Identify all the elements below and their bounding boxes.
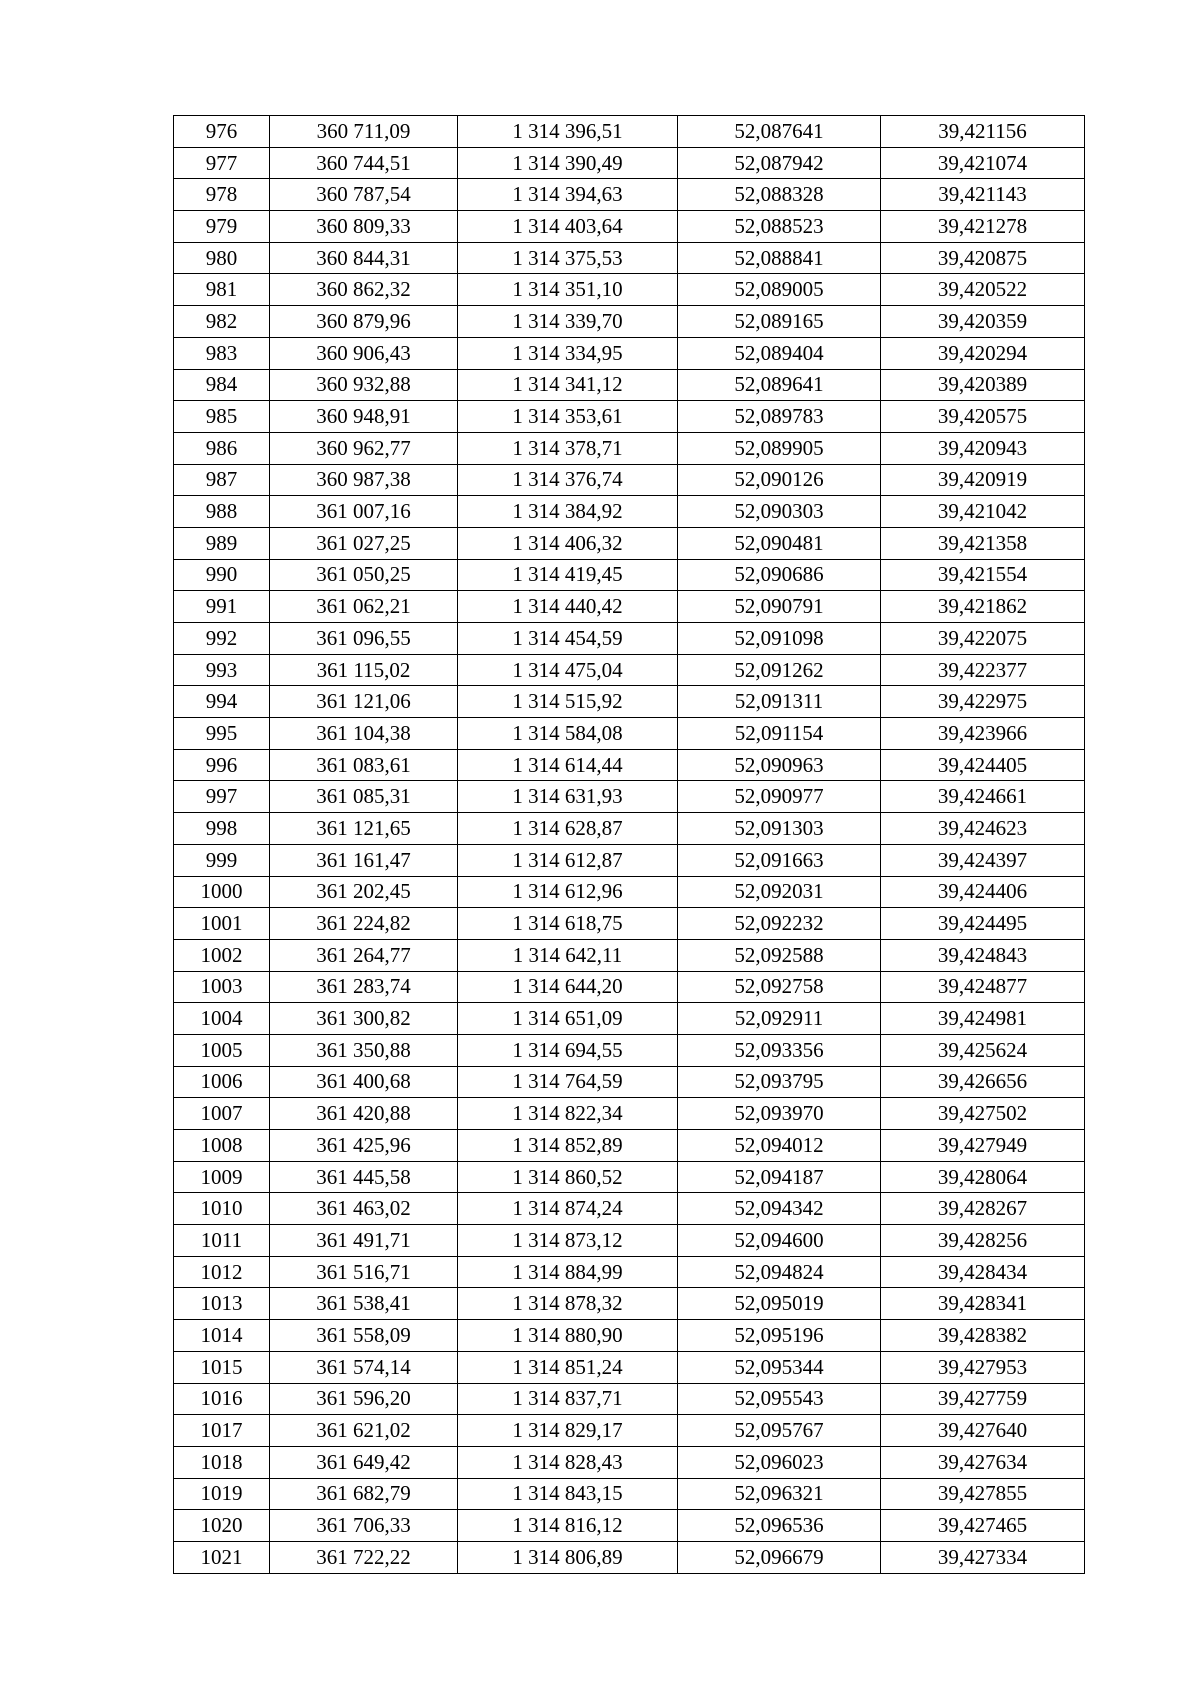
- latitude-cell: 52,090303: [678, 496, 881, 528]
- point-number-cell: 1006: [174, 1066, 270, 1098]
- latitude-cell: 52,091262: [678, 654, 881, 686]
- table-row: [174, 686, 1085, 718]
- point-number-cell: 1019: [174, 1478, 270, 1510]
- x-coordinate-cell: 361 445,58: [270, 1161, 458, 1193]
- x-coordinate-cell: 361 121,06: [270, 686, 458, 718]
- table-row: [174, 369, 1085, 401]
- longitude-cell: 39,421862: [881, 591, 1085, 623]
- y-coordinate-cell: 1 314 764,59: [458, 1066, 678, 1098]
- table-row: [174, 1320, 1085, 1352]
- table-row: [174, 749, 1085, 781]
- point-number-cell: 984: [174, 369, 270, 401]
- table-row: [174, 306, 1085, 338]
- point-number-cell: 981: [174, 274, 270, 306]
- x-coordinate-cell: 361 050,25: [270, 559, 458, 591]
- latitude-cell: 52,093970: [678, 1098, 881, 1130]
- x-coordinate-cell: 360 787,54: [270, 179, 458, 211]
- y-coordinate-cell: 1 314 618,75: [458, 908, 678, 940]
- point-number-cell: 1020: [174, 1510, 270, 1542]
- y-coordinate-cell: 1 314 406,32: [458, 527, 678, 559]
- longitude-cell: 39,427855: [881, 1478, 1085, 1510]
- point-number-cell: 990: [174, 559, 270, 591]
- point-number-cell: 1001: [174, 908, 270, 940]
- table-row: [174, 718, 1085, 750]
- table-row: [174, 464, 1085, 496]
- point-number-cell: 994: [174, 686, 270, 718]
- y-coordinate-cell: 1 314 829,17: [458, 1415, 678, 1447]
- y-coordinate-cell: 1 314 612,87: [458, 844, 678, 876]
- table-row: [174, 781, 1085, 813]
- x-coordinate-cell: 361 085,31: [270, 781, 458, 813]
- x-coordinate-cell: 361 649,42: [270, 1446, 458, 1478]
- point-number-cell: 985: [174, 401, 270, 433]
- latitude-cell: 52,093795: [678, 1066, 881, 1098]
- longitude-cell: 39,421143: [881, 179, 1085, 211]
- x-coordinate-cell: 360 879,96: [270, 306, 458, 338]
- table-row: [174, 147, 1085, 179]
- latitude-cell: 52,091303: [678, 813, 881, 845]
- latitude-cell: 52,094342: [678, 1193, 881, 1225]
- longitude-cell: 39,420875: [881, 242, 1085, 274]
- point-number-cell: 995: [174, 718, 270, 750]
- x-coordinate-cell: 361 706,33: [270, 1510, 458, 1542]
- table-row: [174, 179, 1085, 211]
- longitude-cell: 39,428341: [881, 1288, 1085, 1320]
- y-coordinate-cell: 1 314 880,90: [458, 1320, 678, 1352]
- latitude-cell: 52,096679: [678, 1541, 881, 1573]
- y-coordinate-cell: 1 314 440,42: [458, 591, 678, 623]
- table-row: [174, 527, 1085, 559]
- table-row: [174, 1003, 1085, 1035]
- table-row: [174, 1510, 1085, 1542]
- longitude-cell: 39,421554: [881, 559, 1085, 591]
- latitude-cell: 52,090977: [678, 781, 881, 813]
- table-row: [174, 1034, 1085, 1066]
- point-number-cell: 983: [174, 337, 270, 369]
- table-row: [174, 1541, 1085, 1573]
- latitude-cell: 52,089641: [678, 369, 881, 401]
- latitude-cell: 52,088841: [678, 242, 881, 274]
- x-coordinate-cell: 360 948,91: [270, 401, 458, 433]
- latitude-cell: 52,092911: [678, 1003, 881, 1035]
- latitude-cell: 52,092232: [678, 908, 881, 940]
- longitude-cell: 39,427502: [881, 1098, 1085, 1130]
- table-row: [174, 1225, 1085, 1257]
- point-number-cell: 977: [174, 147, 270, 179]
- longitude-cell: 39,422377: [881, 654, 1085, 686]
- y-coordinate-cell: 1 314 884,99: [458, 1256, 678, 1288]
- longitude-cell: 39,421358: [881, 527, 1085, 559]
- x-coordinate-cell: 360 862,32: [270, 274, 458, 306]
- point-number-cell: 1005: [174, 1034, 270, 1066]
- x-coordinate-cell: 361 264,77: [270, 939, 458, 971]
- latitude-cell: 52,090126: [678, 464, 881, 496]
- latitude-cell: 52,094824: [678, 1256, 881, 1288]
- longitude-cell: 39,420919: [881, 464, 1085, 496]
- x-coordinate-cell: 361 115,02: [270, 654, 458, 686]
- table-row: [174, 654, 1085, 686]
- longitude-cell: 39,424406: [881, 876, 1085, 908]
- y-coordinate-cell: 1 314 828,43: [458, 1446, 678, 1478]
- latitude-cell: 52,093356: [678, 1034, 881, 1066]
- latitude-cell: 52,092031: [678, 876, 881, 908]
- point-number-cell: 979: [174, 211, 270, 243]
- x-coordinate-cell: 361 558,09: [270, 1320, 458, 1352]
- longitude-cell: 39,427953: [881, 1351, 1085, 1383]
- latitude-cell: 52,088523: [678, 211, 881, 243]
- y-coordinate-cell: 1 314 852,89: [458, 1130, 678, 1162]
- y-coordinate-cell: 1 314 816,12: [458, 1510, 678, 1542]
- table-row: [174, 971, 1085, 1003]
- y-coordinate-cell: 1 314 384,92: [458, 496, 678, 528]
- y-coordinate-cell: 1 314 873,12: [458, 1225, 678, 1257]
- point-number-cell: 1002: [174, 939, 270, 971]
- longitude-cell: 39,424623: [881, 813, 1085, 845]
- table-row: [174, 876, 1085, 908]
- table-row: [174, 591, 1085, 623]
- latitude-cell: 52,091098: [678, 623, 881, 655]
- point-number-cell: 997: [174, 781, 270, 813]
- x-coordinate-cell: 361 283,74: [270, 971, 458, 1003]
- table-row: [174, 242, 1085, 274]
- x-coordinate-cell: 361 027,25: [270, 527, 458, 559]
- table-row: [174, 1256, 1085, 1288]
- longitude-cell: 39,427634: [881, 1446, 1085, 1478]
- longitude-cell: 39,422075: [881, 623, 1085, 655]
- y-coordinate-cell: 1 314 612,96: [458, 876, 678, 908]
- table-row: [174, 432, 1085, 464]
- y-coordinate-cell: 1 314 454,59: [458, 623, 678, 655]
- y-coordinate-cell: 1 314 642,11: [458, 939, 678, 971]
- longitude-cell: 39,428434: [881, 1256, 1085, 1288]
- point-number-cell: 1000: [174, 876, 270, 908]
- x-coordinate-cell: 361 300,82: [270, 1003, 458, 1035]
- table-row: [174, 1288, 1085, 1320]
- latitude-cell: 52,090686: [678, 559, 881, 591]
- latitude-cell: 52,091311: [678, 686, 881, 718]
- y-coordinate-cell: 1 314 837,71: [458, 1383, 678, 1415]
- latitude-cell: 52,095196: [678, 1320, 881, 1352]
- latitude-cell: 52,091154: [678, 718, 881, 750]
- x-coordinate-cell: 360 711,09: [270, 116, 458, 148]
- x-coordinate-cell: 361 104,38: [270, 718, 458, 750]
- point-number-cell: 1004: [174, 1003, 270, 1035]
- y-coordinate-cell: 1 314 644,20: [458, 971, 678, 1003]
- table-row: [174, 1066, 1085, 1098]
- point-number-cell: 1014: [174, 1320, 270, 1352]
- latitude-cell: 52,095344: [678, 1351, 881, 1383]
- point-number-cell: 1021: [174, 1541, 270, 1573]
- point-number-cell: 993: [174, 654, 270, 686]
- longitude-cell: 39,426656: [881, 1066, 1085, 1098]
- y-coordinate-cell: 1 314 396,51: [458, 116, 678, 148]
- table-row: [174, 559, 1085, 591]
- y-coordinate-cell: 1 314 394,63: [458, 179, 678, 211]
- longitude-cell: 39,424661: [881, 781, 1085, 813]
- y-coordinate-cell: 1 314 515,92: [458, 686, 678, 718]
- longitude-cell: 39,421156: [881, 116, 1085, 148]
- longitude-cell: 39,421278: [881, 211, 1085, 243]
- x-coordinate-cell: 361 096,55: [270, 623, 458, 655]
- table-row: [174, 337, 1085, 369]
- latitude-cell: 52,090481: [678, 527, 881, 559]
- coordinates-table-body: [174, 116, 1085, 1574]
- x-coordinate-cell: 361 350,88: [270, 1034, 458, 1066]
- y-coordinate-cell: 1 314 334,95: [458, 337, 678, 369]
- table-row: [174, 211, 1085, 243]
- table-row: [174, 1098, 1085, 1130]
- table-row: [174, 908, 1085, 940]
- point-number-cell: 1018: [174, 1446, 270, 1478]
- longitude-cell: 39,427759: [881, 1383, 1085, 1415]
- point-number-cell: 1008: [174, 1130, 270, 1162]
- longitude-cell: 39,420389: [881, 369, 1085, 401]
- longitude-cell: 39,422975: [881, 686, 1085, 718]
- y-coordinate-cell: 1 314 874,24: [458, 1193, 678, 1225]
- x-coordinate-cell: 360 962,77: [270, 432, 458, 464]
- point-number-cell: 1010: [174, 1193, 270, 1225]
- table-row: [174, 1130, 1085, 1162]
- y-coordinate-cell: 1 314 584,08: [458, 718, 678, 750]
- longitude-cell: 39,427465: [881, 1510, 1085, 1542]
- point-number-cell: 1007: [174, 1098, 270, 1130]
- point-number-cell: 1011: [174, 1225, 270, 1257]
- y-coordinate-cell: 1 314 851,24: [458, 1351, 678, 1383]
- latitude-cell: 52,088328: [678, 179, 881, 211]
- latitude-cell: 52,095019: [678, 1288, 881, 1320]
- y-coordinate-cell: 1 314 822,34: [458, 1098, 678, 1130]
- y-coordinate-cell: 1 314 475,04: [458, 654, 678, 686]
- point-number-cell: 996: [174, 749, 270, 781]
- x-coordinate-cell: 361 224,82: [270, 908, 458, 940]
- x-coordinate-cell: 361 400,68: [270, 1066, 458, 1098]
- coordinates-table: [173, 115, 1085, 1574]
- table-row: [174, 1415, 1085, 1447]
- y-coordinate-cell: 1 314 341,12: [458, 369, 678, 401]
- point-number-cell: 988: [174, 496, 270, 528]
- longitude-cell: 39,424981: [881, 1003, 1085, 1035]
- point-number-cell: 1003: [174, 971, 270, 1003]
- longitude-cell: 39,427640: [881, 1415, 1085, 1447]
- point-number-cell: 976: [174, 116, 270, 148]
- point-number-cell: 1009: [174, 1161, 270, 1193]
- longitude-cell: 39,424843: [881, 939, 1085, 971]
- point-number-cell: 991: [174, 591, 270, 623]
- table-row: [174, 116, 1085, 148]
- longitude-cell: 39,423966: [881, 718, 1085, 750]
- table-row: [174, 401, 1085, 433]
- latitude-cell: 52,089783: [678, 401, 881, 433]
- longitude-cell: 39,425624: [881, 1034, 1085, 1066]
- table-row: [174, 1193, 1085, 1225]
- table-row: [174, 939, 1085, 971]
- latitude-cell: 52,090791: [678, 591, 881, 623]
- longitude-cell: 39,420575: [881, 401, 1085, 433]
- table-row: [174, 1161, 1085, 1193]
- x-coordinate-cell: 360 906,43: [270, 337, 458, 369]
- latitude-cell: 52,092588: [678, 939, 881, 971]
- table-row: [174, 1446, 1085, 1478]
- table-row: [174, 1478, 1085, 1510]
- x-coordinate-cell: 361 202,45: [270, 876, 458, 908]
- x-coordinate-cell: 361 121,65: [270, 813, 458, 845]
- longitude-cell: 39,428064: [881, 1161, 1085, 1193]
- x-coordinate-cell: 361 574,14: [270, 1351, 458, 1383]
- longitude-cell: 39,420359: [881, 306, 1085, 338]
- x-coordinate-cell: 361 722,22: [270, 1541, 458, 1573]
- latitude-cell: 52,094600: [678, 1225, 881, 1257]
- latitude-cell: 52,095767: [678, 1415, 881, 1447]
- longitude-cell: 39,420522: [881, 274, 1085, 306]
- point-number-cell: 1015: [174, 1351, 270, 1383]
- point-number-cell: 978: [174, 179, 270, 211]
- table-row: [174, 496, 1085, 528]
- point-number-cell: 1017: [174, 1415, 270, 1447]
- y-coordinate-cell: 1 314 376,74: [458, 464, 678, 496]
- point-number-cell: 982: [174, 306, 270, 338]
- longitude-cell: 39,428267: [881, 1193, 1085, 1225]
- longitude-cell: 39,427334: [881, 1541, 1085, 1573]
- x-coordinate-cell: 361 425,96: [270, 1130, 458, 1162]
- latitude-cell: 52,089165: [678, 306, 881, 338]
- latitude-cell: 52,091663: [678, 844, 881, 876]
- longitude-cell: 39,421042: [881, 496, 1085, 528]
- y-coordinate-cell: 1 314 403,64: [458, 211, 678, 243]
- latitude-cell: 52,090963: [678, 749, 881, 781]
- latitude-cell: 52,094187: [678, 1161, 881, 1193]
- point-number-cell: 987: [174, 464, 270, 496]
- y-coordinate-cell: 1 314 628,87: [458, 813, 678, 845]
- x-coordinate-cell: 360 744,51: [270, 147, 458, 179]
- longitude-cell: 39,424405: [881, 749, 1085, 781]
- latitude-cell: 52,096536: [678, 1510, 881, 1542]
- x-coordinate-cell: 360 987,38: [270, 464, 458, 496]
- point-number-cell: 998: [174, 813, 270, 845]
- x-coordinate-cell: 361 516,71: [270, 1256, 458, 1288]
- x-coordinate-cell: 361 491,71: [270, 1225, 458, 1257]
- longitude-cell: 39,424877: [881, 971, 1085, 1003]
- table-row: [174, 274, 1085, 306]
- longitude-cell: 39,427949: [881, 1130, 1085, 1162]
- longitude-cell: 39,421074: [881, 147, 1085, 179]
- x-coordinate-cell: 361 463,02: [270, 1193, 458, 1225]
- y-coordinate-cell: 1 314 614,44: [458, 749, 678, 781]
- y-coordinate-cell: 1 314 843,15: [458, 1478, 678, 1510]
- x-coordinate-cell: 361 420,88: [270, 1098, 458, 1130]
- y-coordinate-cell: 1 314 375,53: [458, 242, 678, 274]
- longitude-cell: 39,424495: [881, 908, 1085, 940]
- y-coordinate-cell: 1 314 878,32: [458, 1288, 678, 1320]
- x-coordinate-cell: 361 682,79: [270, 1478, 458, 1510]
- x-coordinate-cell: 361 621,02: [270, 1415, 458, 1447]
- latitude-cell: 52,096321: [678, 1478, 881, 1510]
- latitude-cell: 52,094012: [678, 1130, 881, 1162]
- y-coordinate-cell: 1 314 390,49: [458, 147, 678, 179]
- longitude-cell: 39,424397: [881, 844, 1085, 876]
- latitude-cell: 52,089005: [678, 274, 881, 306]
- longitude-cell: 39,420943: [881, 432, 1085, 464]
- y-coordinate-cell: 1 314 353,61: [458, 401, 678, 433]
- table-row: [174, 844, 1085, 876]
- table-row: [174, 1351, 1085, 1383]
- x-coordinate-cell: 360 809,33: [270, 211, 458, 243]
- table-row: [174, 813, 1085, 845]
- latitude-cell: 52,089905: [678, 432, 881, 464]
- point-number-cell: 992: [174, 623, 270, 655]
- x-coordinate-cell: 361 596,20: [270, 1383, 458, 1415]
- latitude-cell: 52,087942: [678, 147, 881, 179]
- y-coordinate-cell: 1 314 419,45: [458, 559, 678, 591]
- point-number-cell: 980: [174, 242, 270, 274]
- table-row: [174, 1383, 1085, 1415]
- y-coordinate-cell: 1 314 694,55: [458, 1034, 678, 1066]
- y-coordinate-cell: 1 314 806,89: [458, 1541, 678, 1573]
- x-coordinate-cell: 360 844,31: [270, 242, 458, 274]
- point-number-cell: 1012: [174, 1256, 270, 1288]
- latitude-cell: 52,095543: [678, 1383, 881, 1415]
- latitude-cell: 52,096023: [678, 1446, 881, 1478]
- latitude-cell: 52,092758: [678, 971, 881, 1003]
- y-coordinate-cell: 1 314 860,52: [458, 1161, 678, 1193]
- point-number-cell: 986: [174, 432, 270, 464]
- longitude-cell: 39,428382: [881, 1320, 1085, 1352]
- latitude-cell: 52,089404: [678, 337, 881, 369]
- longitude-cell: 39,420294: [881, 337, 1085, 369]
- y-coordinate-cell: 1 314 651,09: [458, 1003, 678, 1035]
- y-coordinate-cell: 1 314 351,10: [458, 274, 678, 306]
- point-number-cell: 989: [174, 527, 270, 559]
- x-coordinate-cell: 360 932,88: [270, 369, 458, 401]
- x-coordinate-cell: 361 007,16: [270, 496, 458, 528]
- latitude-cell: 52,087641: [678, 116, 881, 148]
- point-number-cell: 999: [174, 844, 270, 876]
- point-number-cell: 1016: [174, 1383, 270, 1415]
- y-coordinate-cell: 1 314 631,93: [458, 781, 678, 813]
- y-coordinate-cell: 1 314 378,71: [458, 432, 678, 464]
- longitude-cell: 39,428256: [881, 1225, 1085, 1257]
- x-coordinate-cell: 361 062,21: [270, 591, 458, 623]
- table-row: [174, 623, 1085, 655]
- x-coordinate-cell: 361 161,47: [270, 844, 458, 876]
- x-coordinate-cell: 361 538,41: [270, 1288, 458, 1320]
- y-coordinate-cell: 1 314 339,70: [458, 306, 678, 338]
- x-coordinate-cell: 361 083,61: [270, 749, 458, 781]
- point-number-cell: 1013: [174, 1288, 270, 1320]
